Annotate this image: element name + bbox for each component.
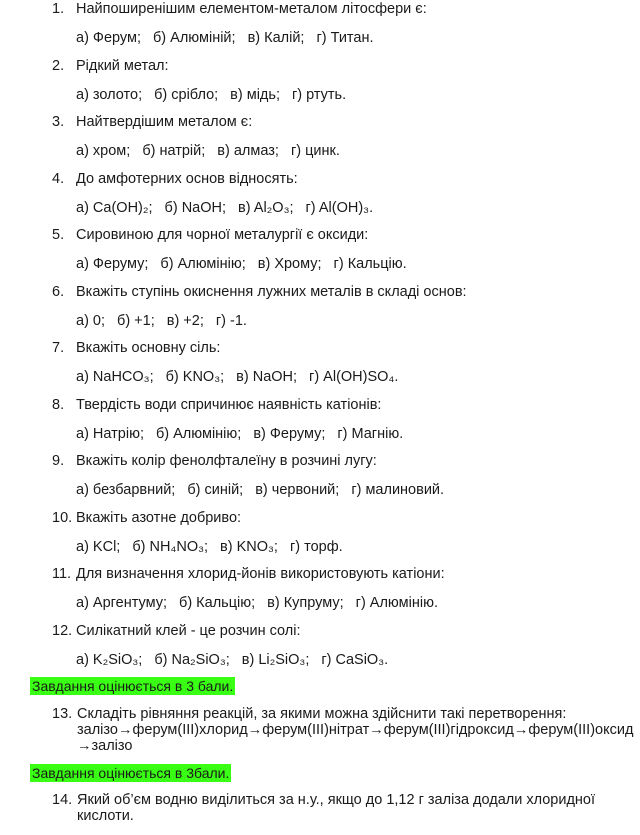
- answer-options-9: [76, 482, 456, 498]
- answer-option: б) +1;: [117, 313, 155, 329]
- answer-option: г) Al(OH)₃.: [305, 200, 374, 216]
- answer-option: а) 0;: [76, 313, 106, 329]
- answer-option: а) NaHCO₃;: [76, 369, 154, 385]
- question-text: Силікатний клей - це розчин солі:: [76, 623, 301, 639]
- answer-option: в) NaOH;: [236, 369, 298, 385]
- answer-option: в) Хрому;: [257, 256, 322, 272]
- question-text: Вкажіть ступінь окиснення лужних металів в складі основ:: [76, 284, 467, 300]
- section-note-3-points-2: Завдання оцінюється в 3бали.: [32, 765, 230, 781]
- answer-option: а) золото;: [76, 87, 143, 103]
- question-text: Який об’єм водню виділиться за н.у., якщо до 1,12 г заліза додали хлоридної: [77, 792, 596, 808]
- answer-option: а) безбарвний;: [76, 482, 176, 498]
- question-text: Найпоширенішим елементом-металом літосфери є:: [76, 1, 427, 17]
- question-text-cont: кислоти.: [77, 808, 134, 824]
- answer-options-6: [76, 313, 259, 329]
- question-6: [52, 284, 467, 300]
- question-number: 12.: [52, 623, 73, 639]
- question-number: 7.: [52, 340, 65, 356]
- question-11: [52, 566, 445, 582]
- question-4: [52, 171, 298, 187]
- answer-option: в) мідь;: [230, 87, 280, 103]
- question-12: [52, 623, 300, 639]
- question-number: 5.: [52, 227, 65, 243]
- answer-options-7: [76, 369, 410, 385]
- answer-option: г) цинк.: [290, 143, 340, 159]
- question-text: До амфотерних основ відносять:: [76, 171, 298, 187]
- question-number: 6.: [52, 284, 65, 300]
- answer-option: г) Алюмінію.: [355, 595, 438, 611]
- question-3: [52, 114, 252, 130]
- question-13: [52, 706, 634, 754]
- answer-option: г) Кальцію.: [333, 256, 407, 272]
- transformation-chain-end: →залізо: [77, 738, 133, 754]
- question-number: 3.: [52, 114, 65, 130]
- answer-option: б) NaOH;: [164, 200, 227, 216]
- answer-options-2: [76, 87, 358, 103]
- answer-option: б) Na₂SiO₃;: [154, 652, 230, 668]
- question-number: 11.: [52, 566, 72, 582]
- question-text: Вкажіть азотне добриво:: [76, 510, 242, 526]
- answer-options-5: [76, 256, 419, 272]
- answer-option: б) Алюміній;: [153, 30, 236, 46]
- section-note-3-points: Завдання оцінюється в 3 бали.: [32, 678, 234, 694]
- answer-options-11: [76, 595, 450, 611]
- answer-options-12: [76, 652, 400, 668]
- answer-option: б) натрій;: [142, 143, 206, 159]
- answer-option: в) алмаз;: [217, 143, 279, 159]
- answer-option: в) Феруму;: [253, 426, 326, 442]
- question-1: [52, 1, 427, 17]
- answer-option: б) синій;: [187, 482, 244, 498]
- answer-option: в) Li₂SiO₃;: [241, 652, 310, 668]
- answer-option: в) червоний;: [255, 482, 340, 498]
- answer-option: а) KCl;: [76, 539, 121, 555]
- answer-option: б) срібло;: [154, 87, 219, 103]
- answer-option: а) Ca(OH)₂;: [76, 200, 153, 216]
- question-number: 13.: [52, 706, 73, 722]
- answer-options-3: [76, 143, 352, 159]
- question-text: Твердість води спричинює наявність катіонів:: [76, 397, 382, 413]
- answer-options-8: [76, 426, 415, 442]
- question-9: [52, 453, 377, 469]
- question-text: Сировиною для чорної металургії є оксиди:: [76, 227, 369, 243]
- question-text: Для визначення хлорид-йонів використовують катіони:: [76, 566, 445, 582]
- question-text: Вкажіть колір фенолфталеїну в розчині лугу:: [76, 453, 377, 469]
- answer-option: в) +2;: [166, 313, 204, 329]
- answer-option: а) Аргентуму;: [76, 595, 168, 611]
- question-10: [52, 510, 241, 526]
- answer-option: г) Титан.: [316, 30, 374, 46]
- answer-option: в) Al₂O₃;: [238, 200, 294, 216]
- answer-option: б) NH₄NO₃;: [132, 539, 209, 555]
- answer-option: г) Магнію.: [337, 426, 404, 442]
- answer-option: в) Калій;: [247, 30, 305, 46]
- question-7: [52, 340, 220, 356]
- question-14: [52, 792, 622, 824]
- answer-option: в) KNO₃;: [220, 539, 278, 555]
- answer-option: а) Натрію;: [76, 426, 144, 442]
- question-number: 8.: [52, 397, 65, 413]
- answer-option: б) Кальцію;: [179, 595, 256, 611]
- transformation-chain: залізо→ферум(ІІІ)хлорид→ферум(ІІІ)нітрат→ферум(ІІІ)гідроксид→ферум(ІІІ)оксид: [77, 722, 634, 738]
- question-number: 9.: [52, 453, 65, 469]
- question-text: Найтвердішим металом є:: [76, 114, 253, 130]
- answer-option: а) Ферум;: [76, 30, 141, 46]
- answer-option: а) Феруму;: [76, 256, 149, 272]
- answer-option: б) Алюмінію;: [160, 256, 246, 272]
- answer-options-10: [76, 539, 355, 555]
- question-text: Вкажіть основну сіль:: [76, 340, 221, 356]
- answer-option: г) ртуть.: [291, 87, 347, 103]
- answer-option: г) CaSiO₃.: [321, 652, 389, 668]
- question-5: [52, 227, 368, 243]
- answer-options-4: [76, 200, 385, 216]
- answer-option: б) KNO₃;: [165, 369, 225, 385]
- answer-option: г) -1.: [215, 313, 247, 329]
- question-number: 1.: [52, 1, 65, 17]
- question-number: 10.: [52, 510, 73, 526]
- question-text: Рідкий метал:: [76, 58, 169, 74]
- answer-option: в) Купруму;: [267, 595, 344, 611]
- question-8: [52, 397, 381, 413]
- question-number: 2.: [52, 58, 65, 74]
- answer-option: г) торф.: [289, 539, 343, 555]
- answer-option: а) хром;: [76, 143, 131, 159]
- answer-options-1: [76, 30, 386, 46]
- answer-option: б) Алюмінію;: [155, 426, 242, 442]
- answer-option: г) малиновий.: [351, 482, 445, 498]
- question-text: Складіть рівняння реакцій, за якими можна здійснити такі перетворення:: [77, 706, 567, 722]
- answer-option: а) K₂SiO₃;: [76, 652, 143, 668]
- question-2: [52, 58, 169, 74]
- answer-option: г) Al(OH)SO₄.: [309, 369, 399, 385]
- question-number: 14.: [52, 792, 73, 808]
- question-number: 4.: [52, 171, 65, 187]
